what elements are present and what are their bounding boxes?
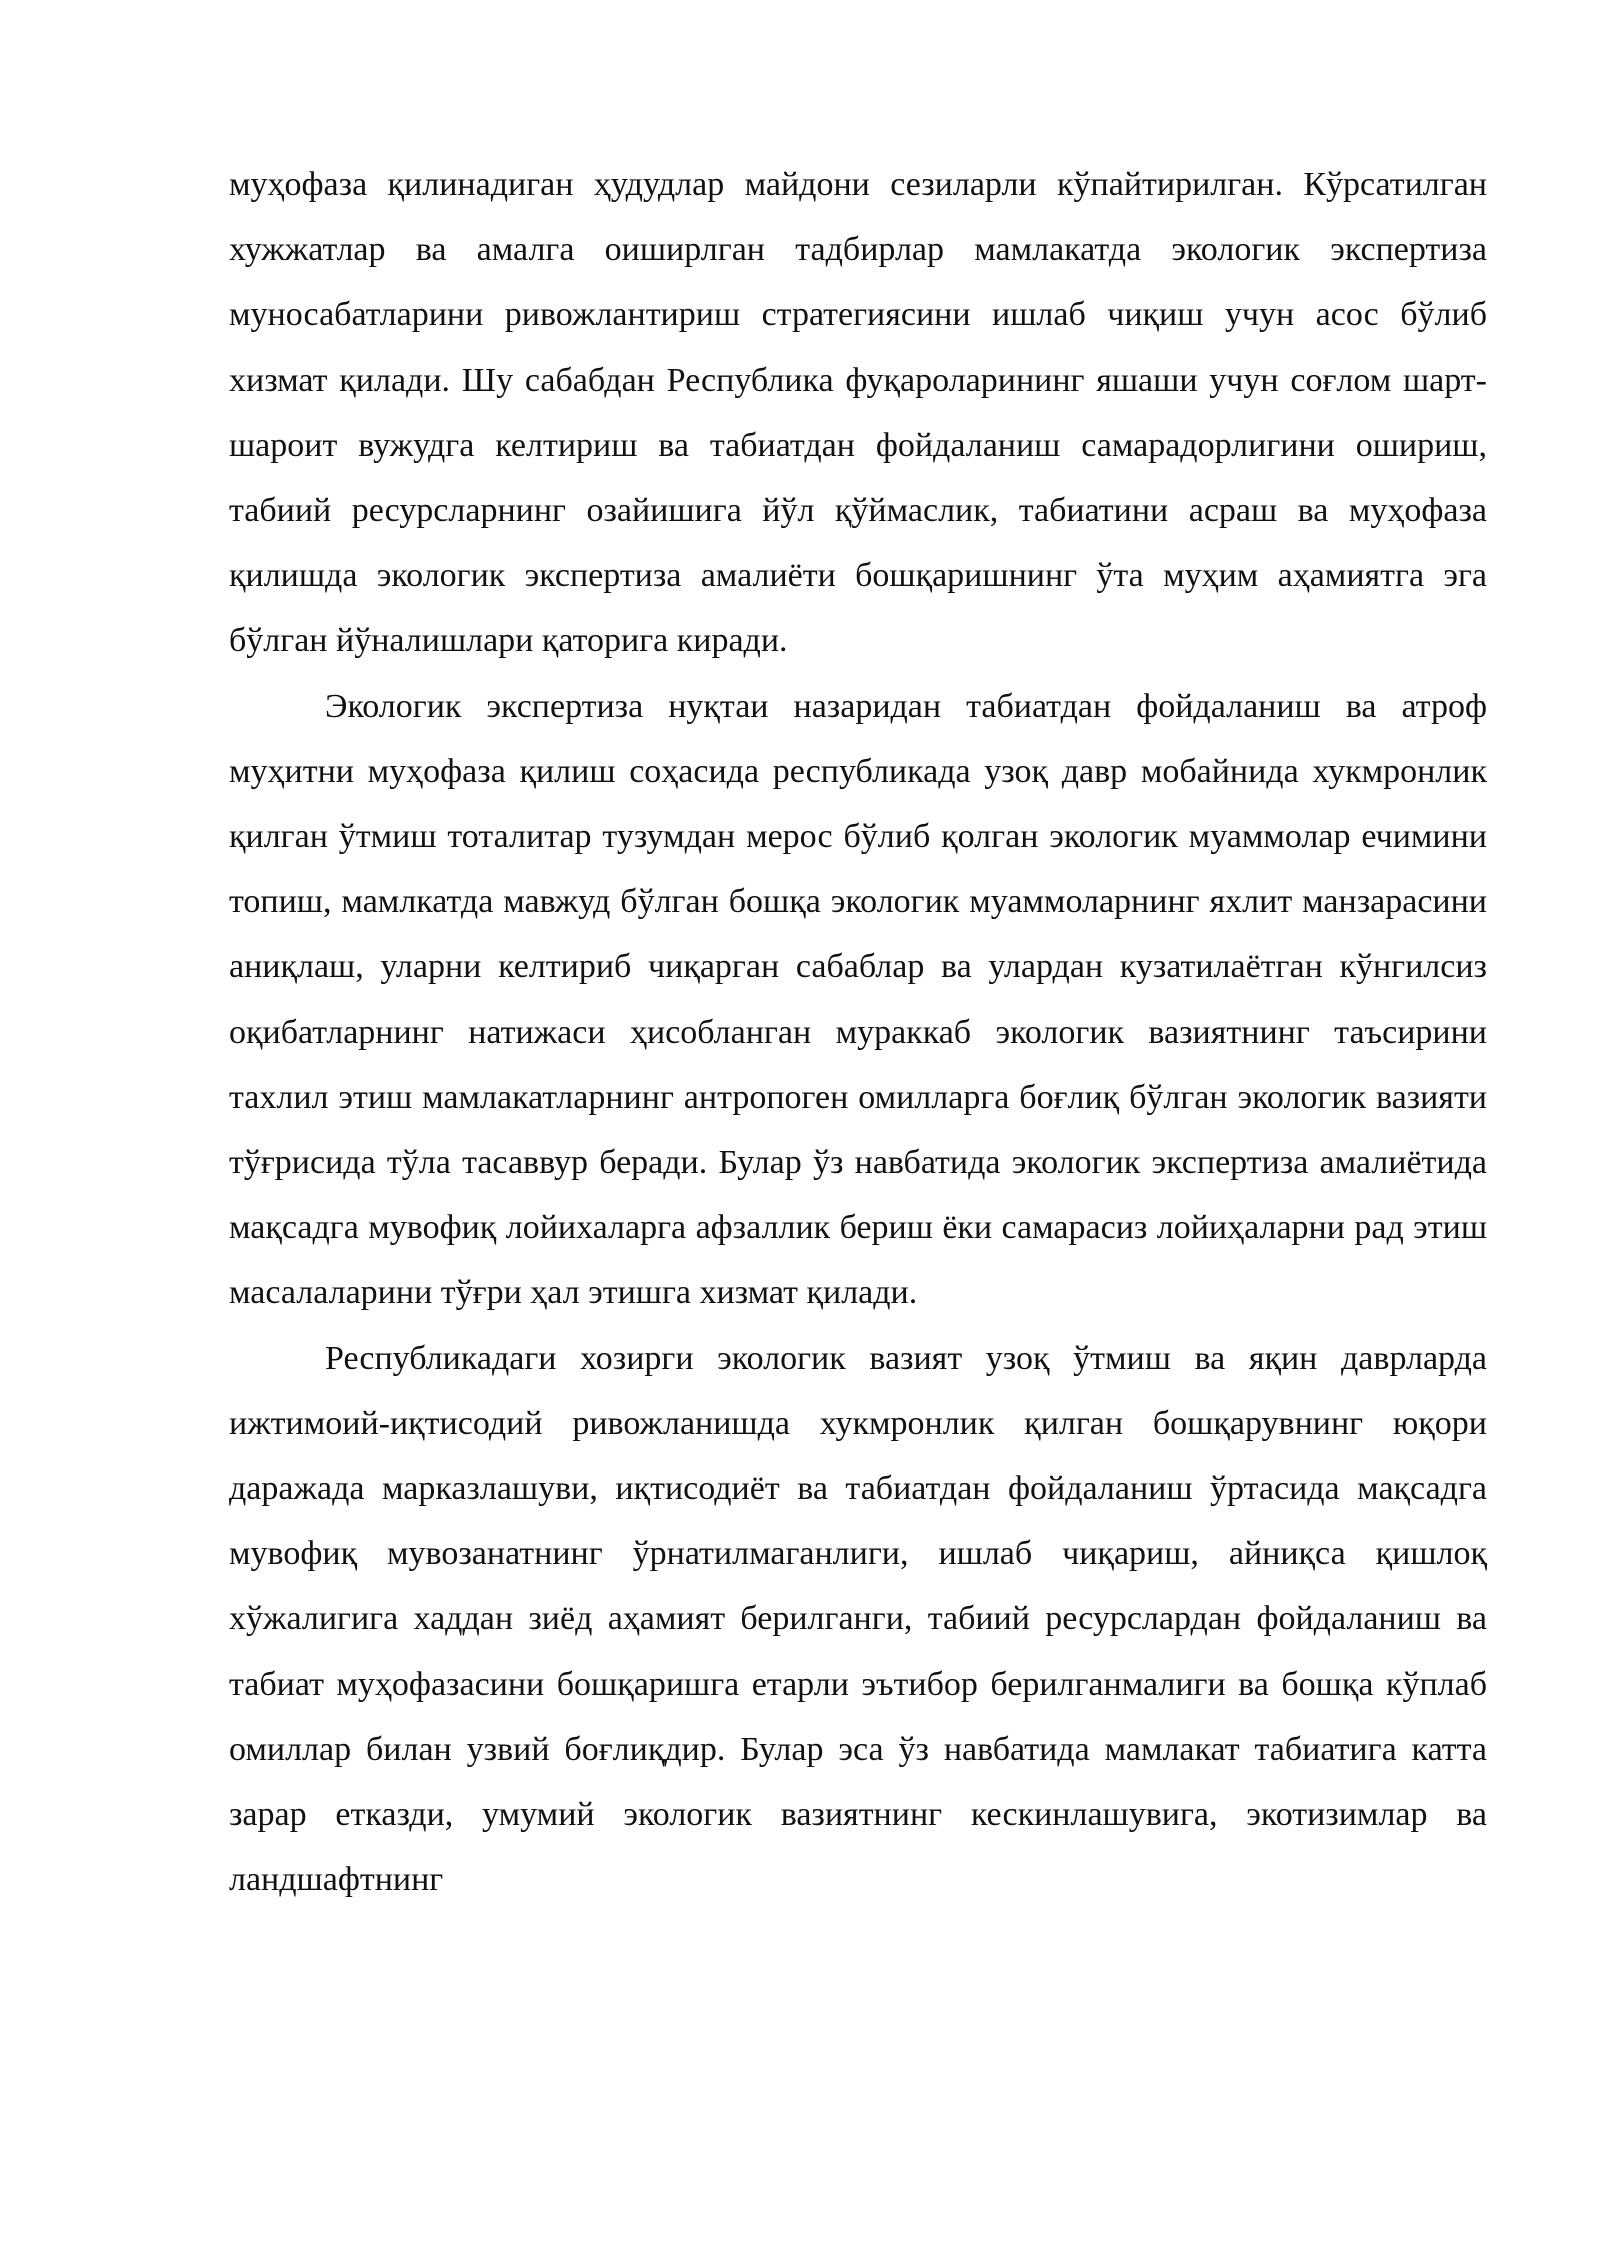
paragraph-ecological-expertise: Экологик экспертиза нуқтаи назаридан табиатдан фойдаланиш ва атроф муҳитни муҳофаза қилиш соҳасида республикада узоқ давр мобайнида хукмронлик қилган ўтмиш тоталитар тузумдан мерос бўлиб қолган экологик муаммолар ечимини топиш, мамлкатда мавжуд бўлган бошқа экологик муаммоларнинг яхлит манзарасини аниқлаш, уларни келтириб чиқарган сабаблар ва улардан кузатилаётган кўнгилсиз оқибатларнинг натижаси ҳисобланган мураккаб экологик вазиятнинг таъсирини тахлил этиш мамлакатларнинг антропоген омилларга боғлиқ бўлган экологик вазияти тўғрисида тўла тасаввур беради. Булар ўз навбатида экологик экспертиза амалиётида мақсадга мувофиқ лойихаларга афзаллик бериш ёки самарасиз лойиҳаларни рад этиш масалаларини тўғри ҳал этишга хизмат қилади. bbox=[229, 687, 1487, 1312]
paragraph-continuation: муҳофаза қилинадиган ҳудудлар майдони сезиларли кўпайтирилган. Кўрсатилган хужжатлар ва амалга оиширлган тадбирлар мамлакатда экологик экспертиза муносабатларини ривожлантириш стратегиясини ишлаб чиқиш учун асос бўлиб хизмат қилади. Шу сабабдан Республика фуқароларининг яшаши учун соғлом шарт-шароит вужудга келтириш ва табиатдан фойдаланиш самарадорлигини ошириш, табиий ресурсларнинг озайишига йўл қўймаслик, табиатини асраш ва муҳофаза қилишда экологик экспертиза амалиёти бошқаришнинг ўта муҳим аҳамиятга эга бўлган йўналишлари қаторига киради. bbox=[229, 166, 1487, 660]
document-body bbox=[229, 152, 1487, 1912]
paragraph-current-situation: Республикадаги хозирги экологик вазият узоқ ўтмиш ва яқин даврларда ижтимоий-иқтисодий ривожланишда хукмронлик қилган бошқарувнинг юқори даражада марказлашуви, иқтисодиёт ва табиатдан фойдаланиш ўртасида мақсадга мувофиқ мувозанатнинг ўрнатилмаганлиги, ишлаб чиқариш, айниқса қишлоқ хўжалигига хаддан зиёд аҳамият берилганги, табиий ресурслардан фойдаланиш ва табиат муҳофазасини бошқаришга етарли эътибор берилганмалиги ва бошқа кўплаб омиллар билан узвий боғлиқдир. Булар эса ўз навбатида мамлакат табиатига катта зарар етказди, умумий экологик вазиятнинг кескинлашувига, экотизимлар ва ландшафтнинг bbox=[229, 1339, 1487, 1899]
